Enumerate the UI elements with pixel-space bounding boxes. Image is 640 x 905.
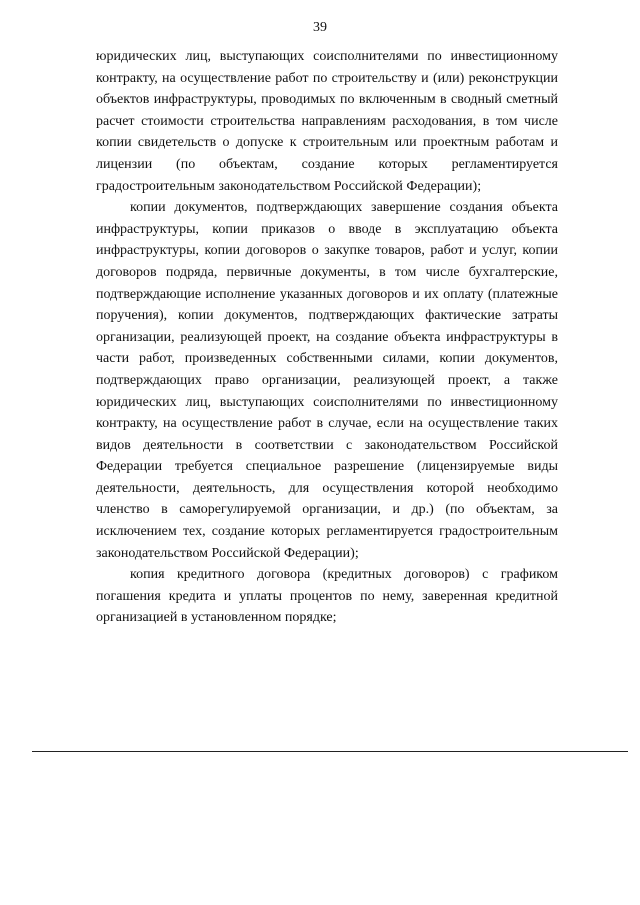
page-number: 39 xyxy=(313,20,327,35)
paragraph-credit-agreement: копия кредитного договора (кредитных договоров) с графиком погашения кредита и уплаты процентов по нему, заверенная кредитной организацией в установленном порядке; xyxy=(96,567,558,626)
footer-divider xyxy=(32,751,628,752)
paragraph-completion-documents: копии документов, подтверждающих завершение создания объекта инфраструктуры, копии приказов о вводе в эксплуатацию объекта инфраструктуры, копии договоров о закупке товаров, работ и услуг, копии договоров подряда, первичные документы, в том числе бухгалтерские, подтверждающие исполнение указанных договоров и их оплату (платежные поручения), копии документов, подтверждающих фактические затраты организации, реализующей проект, на создание объекта инфраструктуры в части работ, произведенных собственными силами, копии документов, подтверждающих право организации, реализующей проект, а также юридических лиц, выступающих соисполнителями по инвестиционному контракту, на осуществление работ в случае, если на осуществление таких видов деятельности в соответствии с законодательством Российской Федерации требуется специальное разрешение (лицензируемые виды деятельности, деятельность, для осуществления которой необходимо членство в саморегулируемой организации, и др.) (по объектам, за исключением тех, создание которых регламентируется градостроительным законодательством Российской Федерации); xyxy=(96,200,558,561)
paragraph-continuation: юридических лиц, выступающих соисполнителями по инвестиционному контракту, на осуществление работ по строительству и (или) реконструкции объектов инфраструктуры, проводимых по включенным в сводный сметный расчет стоимости строительства направлениям расходования, в том числе копии свидетельств о допуске к строительным или проектным работам и лицензии (по объектам, создание которых регламентируется градостроительным законодательством Российской Федерации); xyxy=(96,49,558,194)
document-body xyxy=(96,46,558,629)
